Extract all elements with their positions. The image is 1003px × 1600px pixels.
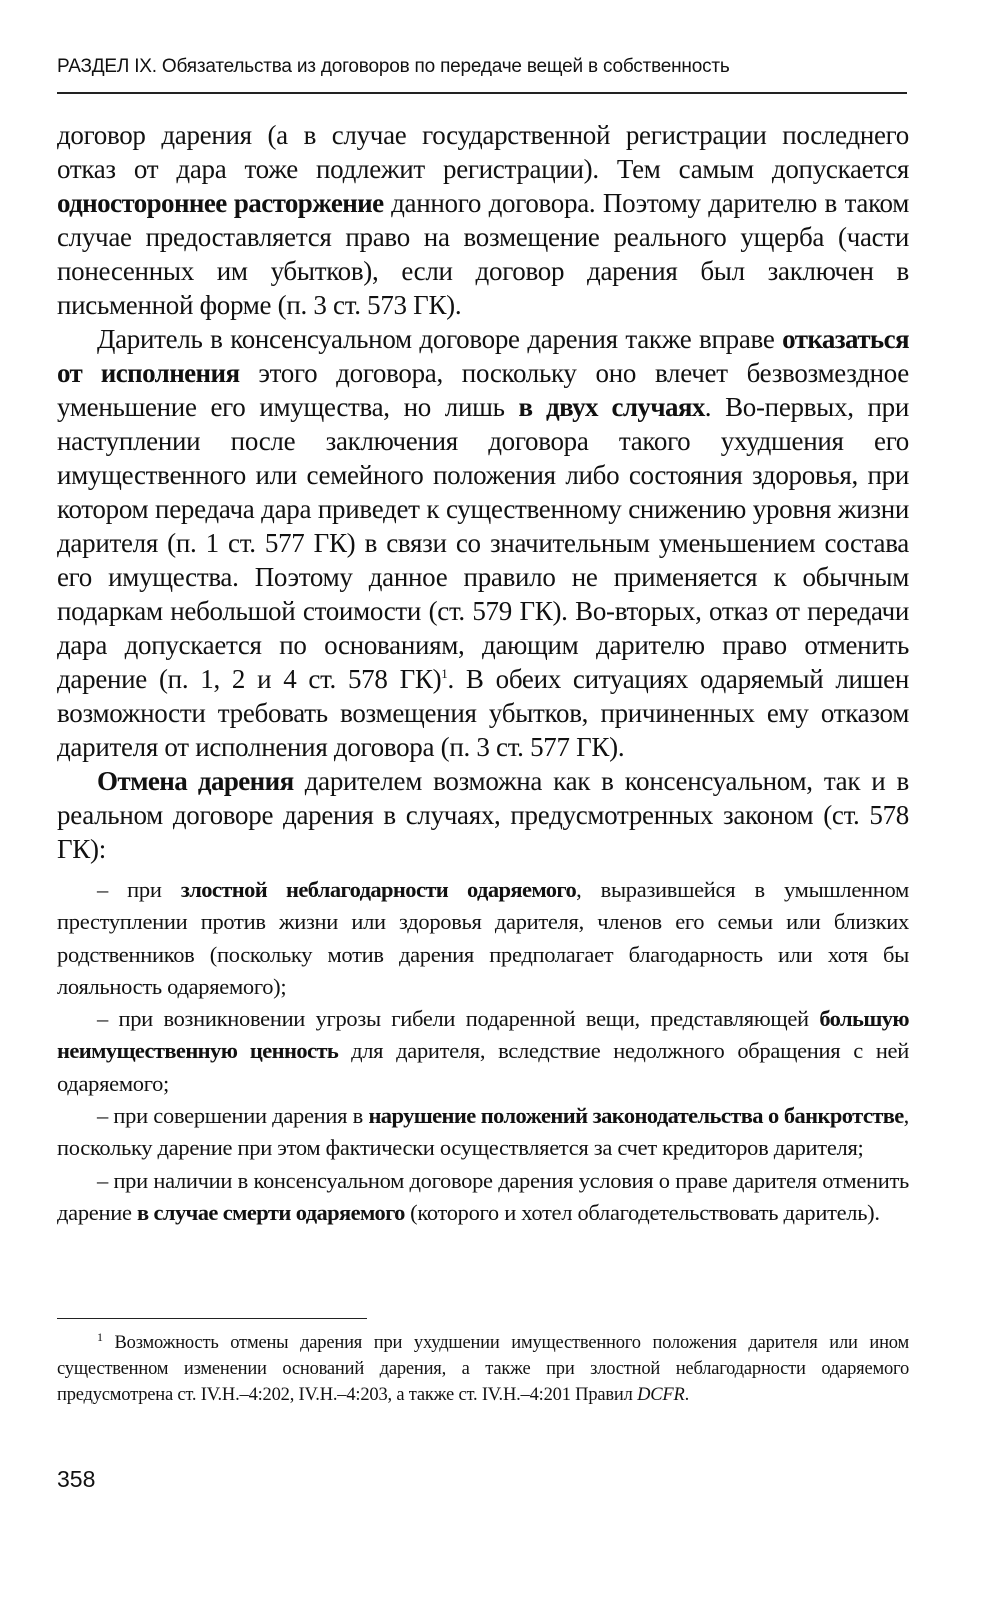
bold-term: большую неимущественную ценность [57, 1006, 909, 1064]
text-span: данного договора. Поэтому дарителю в таком случае предоставляется право на возмещение реального ущерба (части понесенных им убытков), если договор дарения был заключен в письменной форме (п. 3 ст. 573 ГК). [57, 188, 909, 320]
footnote-divider [57, 1318, 367, 1319]
list-item [57, 874, 909, 1003]
paragraph-2 [57, 322, 909, 764]
text-span: – при [97, 877, 181, 902]
footnote-text [57, 1330, 909, 1408]
bold-term: нарушение положений законодательства о банкротстве [368, 1103, 904, 1129]
footnote [57, 1330, 909, 1408]
text-span: – при возникновении угрозы гибели подаренной вещи, представляющей [97, 1006, 820, 1032]
paragraph-1 [57, 118, 909, 322]
text-span: договор дарения (а в случае государственной регистрации последнего отказ от дара тоже подлежит регистрации). Тем самым допускается [57, 120, 909, 184]
bold-term: в случае смерти одаряемого [136, 1199, 405, 1225]
paragraph-3 [57, 764, 909, 866]
bold-term: злостной неблагодарности одаряемого [180, 877, 577, 902]
text-span: , выразившейся в умышленном преступлении против жизни или здоровья дарителя, членов его семьи или близких родственников (поскольку мотив дарения предполагает благодарность или хотя бы лояльность одаряемого); [57, 877, 909, 999]
text-span: Даритель в консенсуальном договоре дарения также вправе [97, 324, 783, 354]
text-span: – при наличии в консенсуальном договоре дарения условия о праве дарителя отменить дарение [57, 1167, 909, 1225]
bold-term: отказаться от исполнения [57, 324, 909, 388]
main-text [57, 118, 909, 866]
text-span: этого договора, поскольку оно влечет безвозмездное уменьшение его имущества, но лишь [57, 358, 909, 422]
text-span: (которого и хотел облагодетельствовать даритель). [404, 1199, 880, 1225]
bold-term: в двух случаях [518, 392, 705, 422]
italic-term: DCFR [637, 1385, 685, 1405]
footnote-reference[interactable]: 1 [441, 666, 448, 681]
text-span: Возможность отмены дарения при ухудшении имущественного положения дарителя или ином существенном изменении оснований дарения, а также при злостной неблагодарности одаряемого предусмотрена ст. IV.H.–4:202, IV.H.–4:203, а также ст. IV.H.–4:201 Правил [57, 1333, 909, 1405]
list-item [57, 1003, 909, 1100]
revocation-cases-list [57, 874, 909, 1229]
text-span: – при совершении дарения в [97, 1103, 369, 1129]
text-span: . [684, 1385, 690, 1405]
list-item [57, 1165, 909, 1230]
text-span: . Во-первых, при наступлении после заключения договора такого ухудшения его имущественного или семейного положения либо состояния здоровья, при котором передача дара приведет к существенному снижению уровня жизни дарителя (п. 1 ст. 577 ГК) в связи со значительным уменьшением состава его имущества. Поэтому данное правило не применяется к обычным подаркам небольшой стоимости (ст. 579 ГК). Во-вторых, отказ от передачи дара допускается по основаниям, дающим дарителю право отменить дарение (п. 1, 2 и 4 ст. 578 ГК) [57, 392, 910, 694]
page-number: 358 [57, 1466, 96, 1492]
bold-term: одностороннее расторжение [57, 188, 384, 218]
text-span: . В обеих ситуациях одаряемый лишен возможности требовать возмещения убытков, причиненных ему отказом дарителя от исполнения договора (п. 3 ст. 577 ГК). [57, 664, 909, 762]
header-divider [57, 92, 907, 94]
list-item [57, 1100, 909, 1165]
bold-term: Отмена дарения [97, 766, 294, 796]
running-header: РАЗДЕЛ IX. Обязательства из договоров по передаче вещей в собственность [57, 56, 730, 77]
text-span: для дарителя, вследствие недолжного обращения с ней одаряемого; [57, 1038, 909, 1096]
text-span: , поскольку дарение при этом фактически осуществляется за счет кредиторов дарителя; [57, 1103, 909, 1161]
text-span: дарителем возможна как в консенсуальном, так и в реальном договоре дарения в случаях, предусмотренных законом (ст. 578 ГК): [57, 766, 909, 864]
footnote-mark: 1 [97, 1329, 103, 1344]
